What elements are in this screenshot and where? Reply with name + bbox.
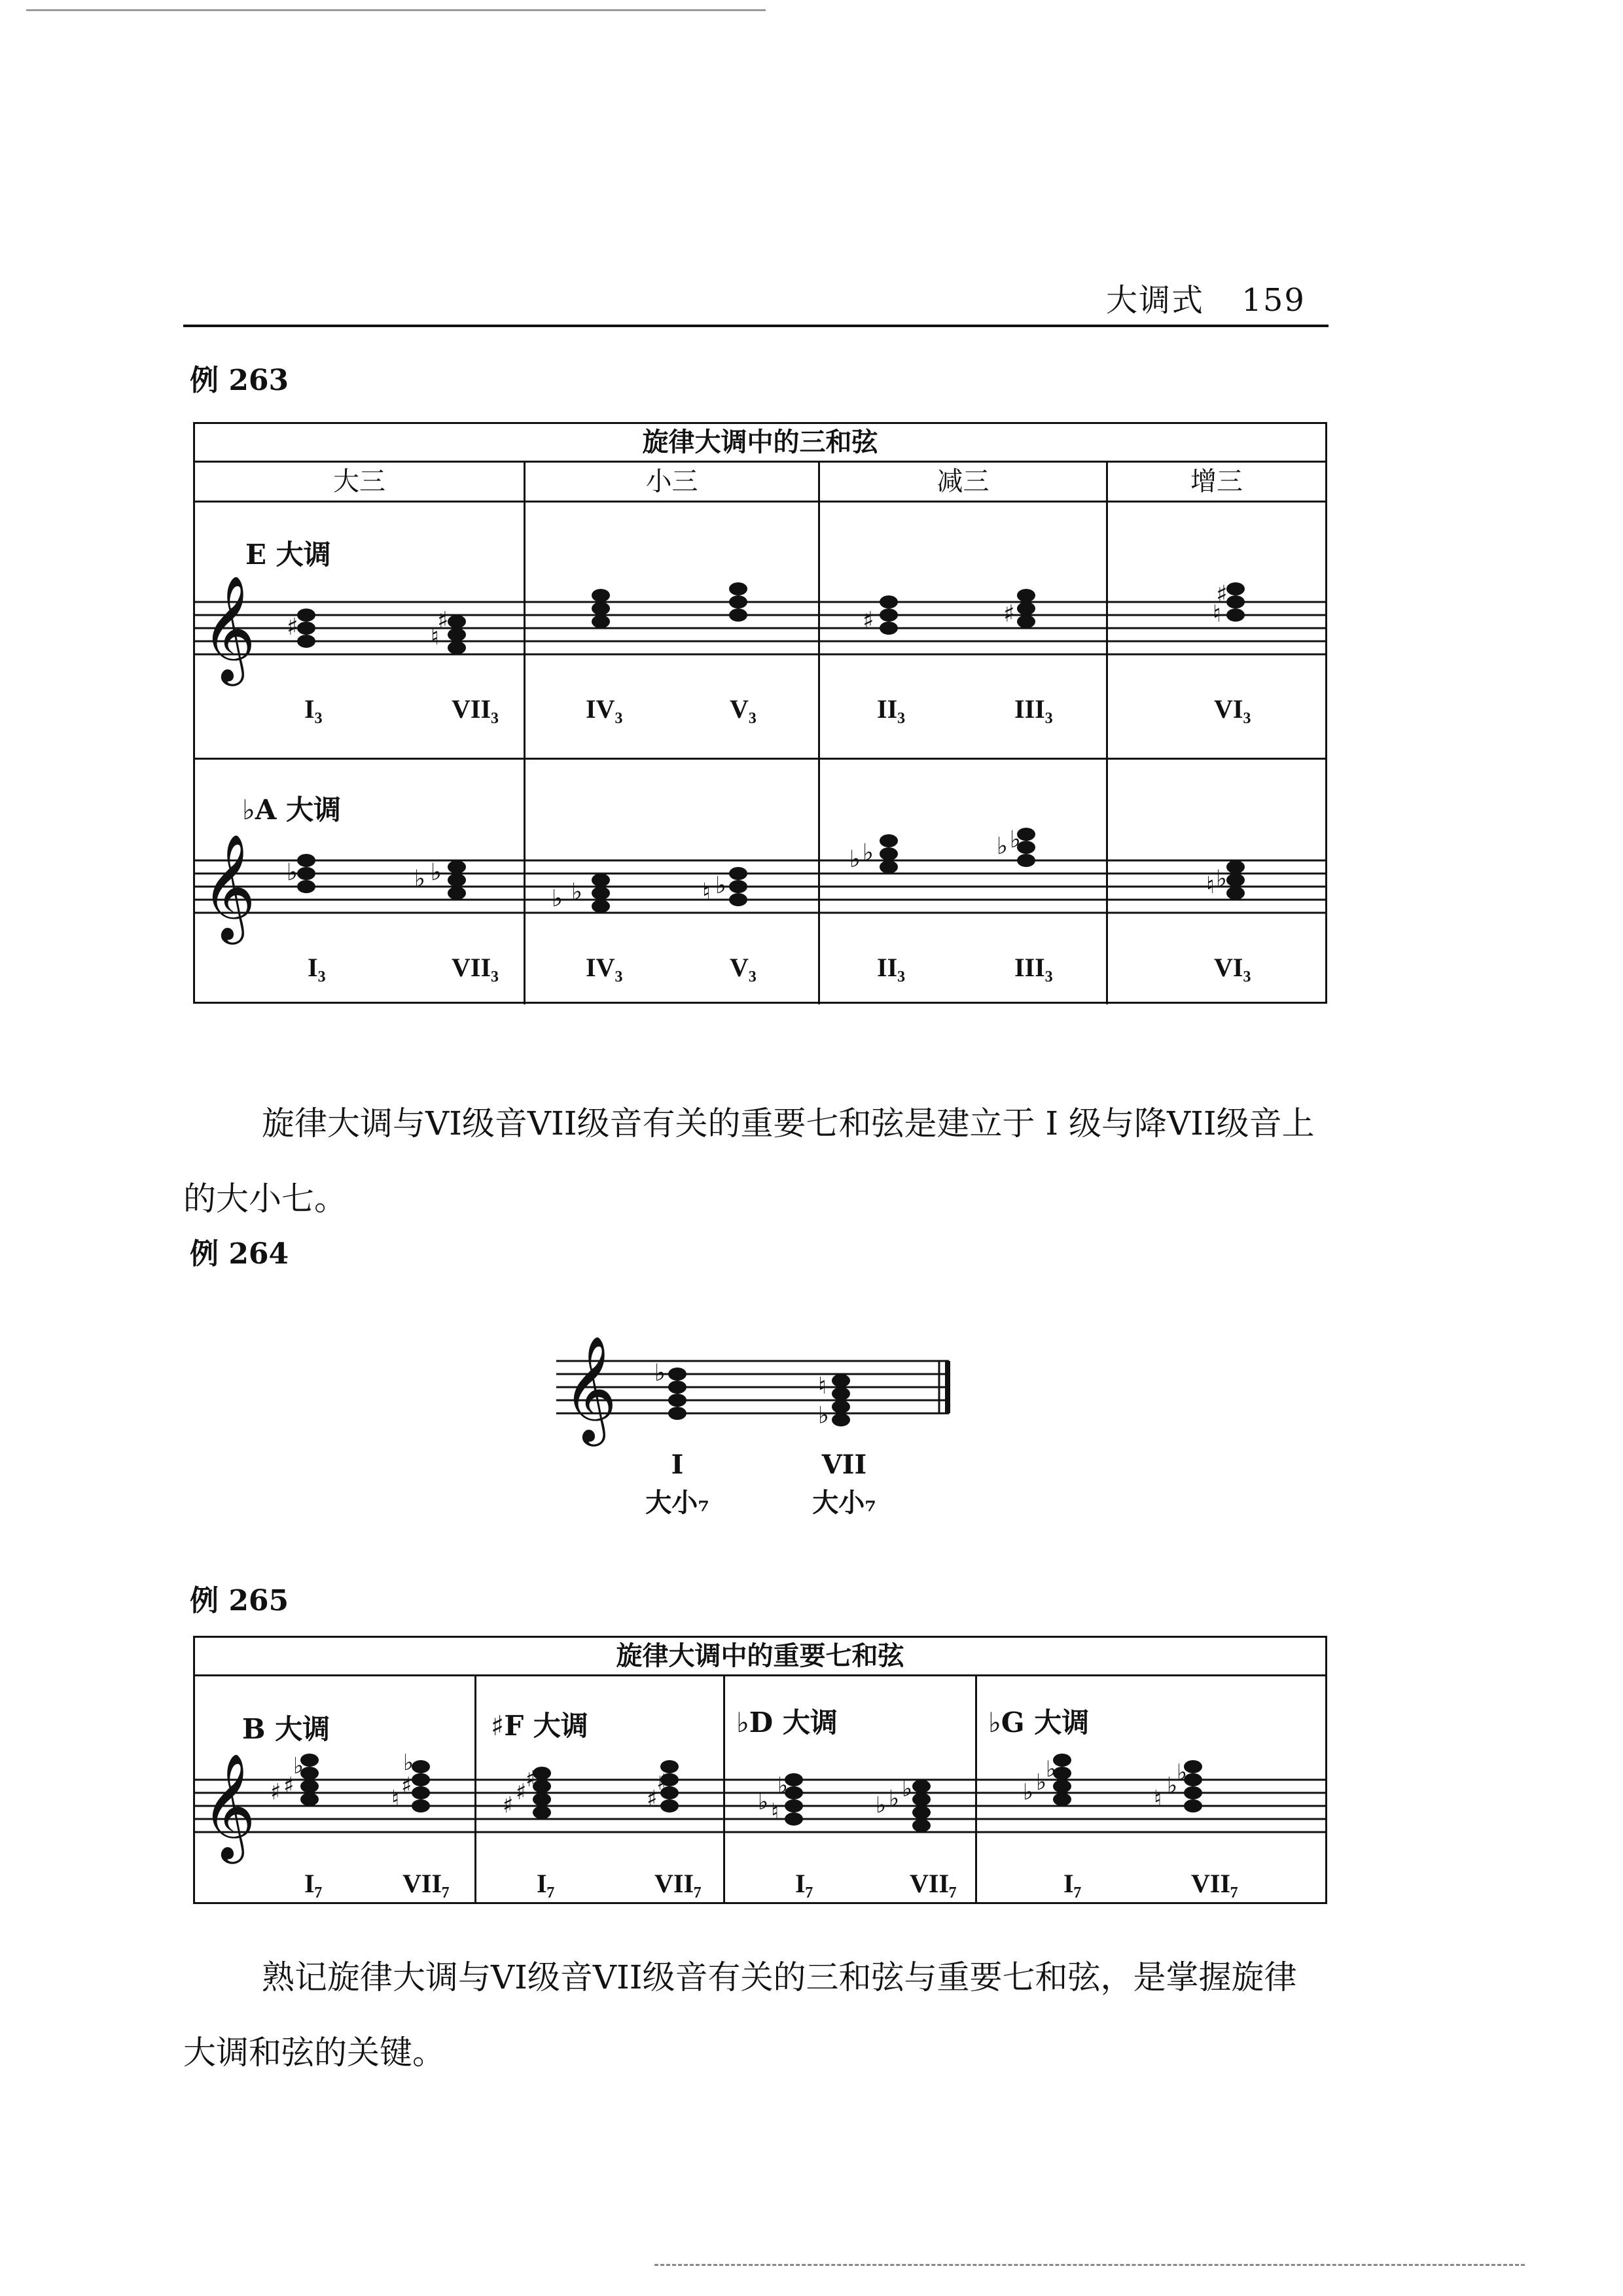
svg-text:♭: ♭ bbox=[863, 839, 874, 866]
top-edge-rule bbox=[26, 9, 766, 11]
svg-text:♭: ♭ bbox=[902, 1776, 913, 1802]
svg-text:♭: ♭ bbox=[849, 846, 861, 873]
ex263-r1-label-5: II₃ bbox=[877, 694, 906, 724]
key-g-flat-major: ♭G 大调 bbox=[988, 1706, 1090, 1739]
ex263-staff-row2 bbox=[195, 826, 1325, 940]
svg-text:♮: ♮ bbox=[431, 624, 439, 650]
svg-text:♭: ♭ bbox=[889, 1786, 900, 1812]
ex265-label-4: VII₇ bbox=[654, 1869, 702, 1898]
svg-text:♭: ♭ bbox=[758, 1789, 769, 1815]
header-section: 大调式 bbox=[1106, 282, 1205, 319]
svg-text:♮: ♮ bbox=[702, 879, 711, 906]
ex263-r2-label-3: IV₃ bbox=[586, 953, 623, 982]
svg-text:♯: ♯ bbox=[401, 1773, 412, 1799]
svg-text:♭: ♭ bbox=[431, 859, 442, 886]
svg-text:♭: ♭ bbox=[552, 885, 563, 912]
svg-text:♭: ♭ bbox=[1046, 1756, 1057, 1782]
ex265-label-3: I₇ bbox=[537, 1869, 555, 1898]
ex263-staff-row1 bbox=[195, 575, 1325, 682]
example-265-title: 旋律大调中的重要七和弦 bbox=[194, 1637, 1327, 1676]
example-263-label: 例 263 bbox=[190, 364, 289, 397]
svg-text:♯: ♯ bbox=[647, 1786, 658, 1812]
svg-text:♯: ♯ bbox=[287, 614, 298, 641]
example-263-title: 旋律大调中的三和弦 bbox=[194, 423, 1327, 462]
col-minor-triad: 小三 bbox=[525, 462, 819, 502]
svg-text:♭: ♭ bbox=[997, 833, 1008, 860]
svg-text:♭: ♭ bbox=[1216, 866, 1227, 892]
treble-clef-icon: 𝄞 bbox=[202, 834, 256, 940]
key-a-flat-major: ♭A 大调 bbox=[242, 794, 342, 826]
svg-text:♯: ♯ bbox=[283, 1773, 294, 1799]
svg-text:♭: ♭ bbox=[414, 866, 425, 892]
ex265-staff bbox=[195, 1750, 1325, 1860]
svg-text:♮: ♮ bbox=[1206, 872, 1215, 899]
svg-text:♭: ♭ bbox=[287, 859, 298, 886]
paragraph-2-text: 熟记旋律大调与VI级音VII级音有关的三和弦与重要七和弦，是掌握旋律大调和弦的关键。 bbox=[183, 1958, 1297, 2072]
key-b-major: B 大调 bbox=[242, 1713, 330, 1745]
header-rule bbox=[183, 325, 1329, 327]
svg-text:♭: ♭ bbox=[715, 872, 726, 899]
treble-clef-icon: 𝄞 bbox=[563, 1335, 617, 1442]
ex264-chord1-degree: I bbox=[671, 1449, 684, 1480]
ex263-r1-label-1: I₃ bbox=[304, 694, 323, 724]
svg-text:♭: ♭ bbox=[1036, 1769, 1047, 1795]
treble-clef-icon: 𝄞 bbox=[202, 1753, 256, 1860]
svg-text:♭: ♭ bbox=[1177, 1759, 1188, 1786]
ex263-r1-label-3: IV₃ bbox=[586, 694, 623, 724]
ex263-r1-label-4: V₃ bbox=[730, 694, 757, 724]
key-e-major: E 大调 bbox=[245, 539, 331, 571]
treble-clef-icon: 𝄞 bbox=[202, 575, 256, 682]
ex265-label-7: I₇ bbox=[1063, 1869, 1082, 1898]
ex265-label-8: VII₇ bbox=[1191, 1869, 1239, 1898]
svg-text:♯: ♯ bbox=[526, 1766, 537, 1792]
ex263-r2-label-6: III₃ bbox=[1014, 953, 1053, 982]
ex264-chord2-name: 大小₇ bbox=[812, 1487, 876, 1518]
ex264-chord2-degree: VII bbox=[821, 1449, 867, 1480]
svg-text:♭: ♭ bbox=[571, 879, 582, 906]
key-f-sharp-major: ♯F 大调 bbox=[491, 1710, 588, 1742]
svg-text:♯: ♯ bbox=[503, 1792, 514, 1818]
key-d-flat-major: ♭D 大调 bbox=[736, 1706, 838, 1739]
ex264-chord1-name: 大小₇ bbox=[645, 1487, 709, 1518]
ex265-label-6: VII₇ bbox=[910, 1869, 957, 1898]
example-264-label: 例 264 bbox=[190, 1237, 289, 1271]
svg-text:♭: ♭ bbox=[293, 1753, 304, 1779]
svg-text:♭: ♭ bbox=[654, 1360, 666, 1386]
svg-text:♮: ♮ bbox=[1213, 601, 1221, 627]
ex263-r1-label-7: VI₃ bbox=[1214, 694, 1251, 724]
svg-text:♯: ♯ bbox=[656, 1769, 668, 1795]
page-number: 159 bbox=[1241, 282, 1306, 319]
svg-text:♭: ♭ bbox=[818, 1402, 829, 1429]
ex263-r2-label-2: VII₃ bbox=[452, 953, 499, 982]
svg-text:♭: ♭ bbox=[777, 1773, 789, 1799]
col-augmented-triad: 增三 bbox=[1107, 462, 1327, 502]
svg-text:♭: ♭ bbox=[1167, 1773, 1178, 1799]
svg-text:♯: ♯ bbox=[1216, 581, 1228, 608]
paragraph-1-text: 旋律大调与VI级音VII级音有关的重要七和弦是建立于 I 级与降VII级音上的大小七。 bbox=[183, 1104, 1315, 1218]
ex265-label-5: I₇ bbox=[795, 1869, 813, 1898]
example-265-label: 例 265 bbox=[190, 1584, 289, 1617]
ex263-r2-label-1: I₃ bbox=[308, 953, 326, 982]
svg-text:♮: ♮ bbox=[771, 1799, 779, 1825]
running-header bbox=[1106, 275, 1306, 320]
ex265-label-2: VII₇ bbox=[402, 1869, 450, 1898]
ex265-label-1: I₇ bbox=[304, 1869, 323, 1898]
svg-text:♯: ♯ bbox=[863, 607, 874, 634]
paragraph-2 bbox=[183, 1940, 1329, 2091]
svg-text:♯: ♯ bbox=[1003, 601, 1015, 627]
svg-text:♯: ♯ bbox=[437, 607, 449, 634]
ex263-r1-label-2: VII₃ bbox=[452, 694, 499, 724]
svg-text:♭: ♭ bbox=[403, 1750, 414, 1776]
svg-text:♮: ♮ bbox=[1154, 1786, 1162, 1812]
bottom-edge-rule bbox=[654, 2264, 1525, 2266]
ex264-staff bbox=[556, 1328, 955, 1442]
svg-text:♭: ♭ bbox=[1010, 826, 1021, 853]
svg-text:♯: ♯ bbox=[270, 1779, 281, 1805]
svg-text:♮: ♮ bbox=[818, 1373, 827, 1400]
ex263-r2-label-4: V₃ bbox=[730, 953, 757, 982]
svg-text:♭: ♭ bbox=[876, 1792, 887, 1818]
ex263-r2-label-7: VI₃ bbox=[1214, 953, 1251, 982]
ex263-r1-label-6: III₃ bbox=[1014, 694, 1053, 724]
col-diminished-triad: 减三 bbox=[819, 462, 1107, 502]
col-major-triad: 大三 bbox=[194, 462, 525, 502]
paragraph-1 bbox=[183, 1086, 1329, 1237]
svg-text:♮: ♮ bbox=[391, 1786, 400, 1812]
svg-text:♯: ♯ bbox=[516, 1779, 527, 1805]
ex263-r2-label-5: II₃ bbox=[877, 953, 906, 982]
svg-text:♭: ♭ bbox=[1023, 1779, 1034, 1805]
